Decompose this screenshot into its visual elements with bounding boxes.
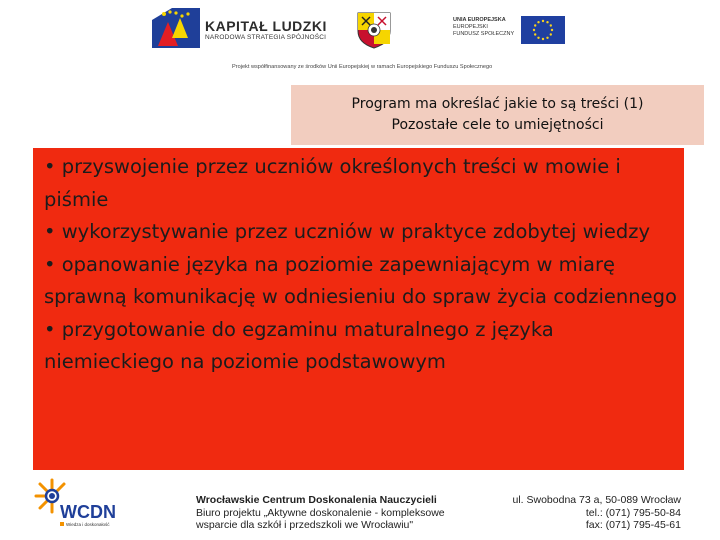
kapital-ludzki-title: KAPITAŁ LUDZKI xyxy=(205,18,327,34)
eu-fund-label-1: EUROPEJSKI xyxy=(453,24,488,30)
wcdn-logo-subtext: Wiedza i doskonałość xyxy=(66,522,110,527)
footer-project-line-2: wsparcie dla szkół i przedszkoli we Wrocławiu" xyxy=(196,519,414,531)
eu-fund-label-2: FUNDUSZ SPOŁECZNY xyxy=(453,31,515,37)
bullet-item: • przyswojenie przez uczniów określonych treści w mowie i piśmie xyxy=(44,155,621,211)
slide-title-line-1: Program ma określać jakie to są treści (1) xyxy=(351,96,644,112)
footer-fax: fax: (071) 795-45-61 xyxy=(585,519,681,531)
coat-of-arms-icon xyxy=(356,11,392,49)
wcdn-logo-icon xyxy=(34,476,134,534)
footer-org-name: Wrocławskie Centrum Doskonalenia Nauczycieli xyxy=(196,494,437,506)
bullet-item: • przygotowanie do egzaminu maturalnego z języka niemieckiego na poziomie podstawowym xyxy=(44,317,554,373)
footer-address: ul. Swobodna 73 a, 50-089 Wrocław xyxy=(512,494,681,506)
footer-project-line-1: Biuro projektu „Aktywne doskonalenie - kompleksowe xyxy=(196,506,445,519)
eu-text xyxy=(453,17,514,38)
eu-union-label: UNIA EUROPEJSKA xyxy=(453,17,506,23)
footer-tel: tel.: (071) 795-50-84 xyxy=(585,506,681,519)
kapital-ludzki-subtitle: NARODOWA STRATEGIA SPÓJNOŚCI xyxy=(205,34,327,41)
kapital-ludzki-logo-icon xyxy=(152,8,200,48)
bullet-item: • wykorzystywanie przez uczniów w praktyce zdobytej wiedzy xyxy=(44,220,651,243)
wcdn-logo-text: WCDN xyxy=(60,502,116,522)
slide-title-line-2: Pozostałe cele to umiejętności xyxy=(391,117,604,133)
bullet-item: • opanowanie języka na poziomie zapewniającym w miarę sprawną komunikację w odniesieniu do spraw życia codziennego xyxy=(44,252,677,308)
bullet-list xyxy=(44,151,684,379)
slide-title-box xyxy=(291,85,704,145)
eu-flag-icon xyxy=(521,16,565,44)
cofinancing-note: Projekt współfinansowany ze środków Unii Europejskiej w ramach Europejskiego Funduszu Społecznego xyxy=(232,64,493,70)
kapital-ludzki-text xyxy=(205,18,327,41)
footer-organization xyxy=(196,494,445,532)
footer-contact xyxy=(513,494,682,532)
